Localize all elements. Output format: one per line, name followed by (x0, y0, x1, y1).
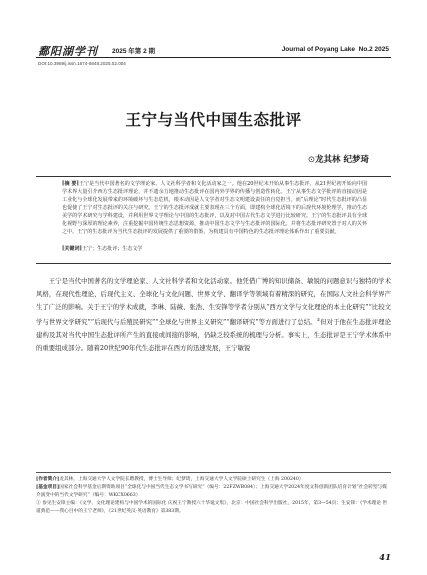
keywords (62, 245, 367, 252)
abstract-label: [摘 要] (62, 181, 79, 187)
body-text-part1: 王宁是当代中国著名的文学理论家、人文社科学者和文化活动家。他凭借广博的知识储备、敏锐的问题意识与独特的学术风格，在现代性理论、后现代主义、全球化与文化问题、世界文学、翻译学等领域有着精深的研究，在国际人文社会科学界产生了广泛的影响。关于王宁的学术成就，李琳、陆薇、张浩、生安锋等学者分别从“西方文学与文化理论的本土化研究”“比较文学与世界文学研究”“后现代与后殖民研究”“全球化与世界主义研究”“翻译研究”等方面进行了总结。 (36, 277, 391, 326)
abstract-text: 王宁是当代中国著名的文学理论家、人文社科学者和文化活动家之一。他在20世纪末开始从事生态批评，从21世纪初开始向中国学术界大量引介西方生态批评理论，并不遗余力地推动生态批评在国内外学界的传播与创造性转化。王宁从事生态文学批评的直接动因是工业化与全球化发展带来的环境破坏与生态危机，根本动因是人文学者对生态文明建设责任的自觉担当。而“后理论”时代生态批评的凸显也促使了王宁对生态批评的关注与研究。王宁的生态批评成就主要表现在三个方面，即建构全球化语境下的后现代环境伦理学，推动生态美学的学术研究与学科建设，并利用世界文学理论与中国的生态批评，以及对中国古代生态文学进行比较研究。王宁的生态批评具有全球化视野与深厚的理论素养，注重挖掘中国传统生态思想资源，推动中国生态文学与生态批评的国际化，并将生态批评研究置于对人的关怀之中。王宁的生态批评为当代生态批评的发展提供了重要的借鉴，为构建具有中国特色的生态批评理论体系作出了重要贡献。 (62, 181, 367, 236)
author-names: 龙其林 纪梦琦 (315, 155, 369, 165)
author-bio-note (36, 476, 391, 484)
doi-line: DOI:10.3969/j.issn.1674-6848.2025.02.004 (38, 61, 126, 66)
keywords-label: [关键词] (62, 246, 82, 252)
footnote-rule (36, 472, 391, 473)
keywords-text: 王宁；生态批评；生态文学 (81, 246, 143, 252)
header-rule (36, 57, 391, 58)
journal-title-en (282, 46, 389, 53)
journal-logo: 鄱阳湖学刊 (38, 45, 98, 58)
author-mark-icon: ⊙ (307, 155, 316, 165)
issue-label-en: No.2 2025 (358, 46, 389, 53)
article-title: 王宁与当代中国生态批评 (125, 111, 302, 129)
body-paragraph (36, 275, 391, 355)
journal-name-en: Journal of Poyang Lake (281, 46, 356, 53)
fund-label: [基金项目] (36, 485, 60, 490)
author-line (308, 153, 369, 165)
page-number: 41 (379, 553, 391, 563)
fund-text: 国家社会科学基金后期资助项目“全球化与中国当代生态文学书写研究”（编号：22FZWB084）；上海交通大学2024年度文科创新团队培育计划“社会转型与媒介演变中的当代文学研究”（编号：WKCX0663） (36, 485, 387, 498)
footnote-marker[interactable]: ① (316, 316, 321, 322)
abstract (62, 180, 367, 236)
body-text-part2: 但对于他在生态批评理论建构及其对当代中国生态批评所产生的直接或间接的影响，仍缺乏较系统的梳理与分析。事实上，生态批评是王宁学术体系中的重要组成部分。随着20世纪90年代生态批评在西方的迅速发展，王宁敏锐 (36, 317, 392, 352)
fund-note (36, 484, 391, 500)
author-bio-label: [作者简介] (36, 477, 60, 482)
author-bio-text: 龙其林，上海交通大学人文学院长聘教授，博士生导师；纪梦琦，上海交通大学人文学院硕士研究生（上海 200240） (59, 477, 304, 482)
footnote-1: ① 参见生安锋主编：《文学、文化理论建构与中国学术的国际化 庆祝王宁教授六十华诞文集》，北京：中国社会科学出版社，2015年，第3—54页；生安锋：《学术理论 世道典范——我心目中的王宁老师》，《21世纪英汉·英语教育》第383期。 (36, 501, 388, 514)
issue-label-cn: 2025 年第 2 期 (112, 48, 155, 55)
